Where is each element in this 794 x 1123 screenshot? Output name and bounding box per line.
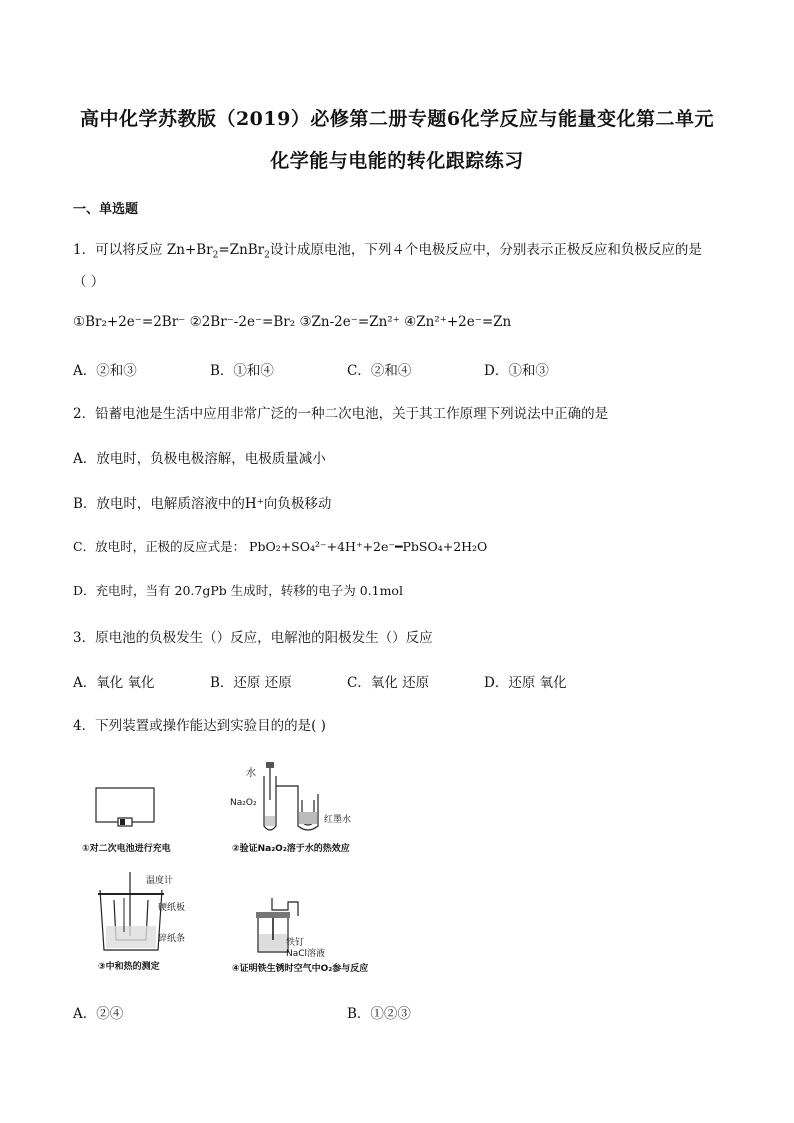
q3-option-a[interactable]: A．氧化 氧化 <box>73 675 155 691</box>
q4-option-a[interactable]: A．②④ <box>73 1006 124 1022</box>
q1-paren: （ ） <box>73 274 105 290</box>
fig3-thermometer-label: 温度计 <box>146 876 174 886</box>
fig2-water-label: 水 <box>246 768 256 779</box>
fig4-nail-label: 铁钉 <box>286 938 305 948</box>
q2-stem: 2．铅蓄电池是生活中应用非常广泛的一种二次电池，关于其工作原理下列说法中正确的是 <box>73 406 609 422</box>
fig2-caption: ②验证Na₂O₂溶于水的热效应 <box>232 844 350 854</box>
q1-stem: 1．可以将反应 $Zn+Br_2=ZnBr_2$设计成原电池，下列４个电极反应中，分别表示正极反应和负极反应的是 <box>73 242 702 261</box>
q4-option-b[interactable]: B．①②③ <box>347 1006 411 1022</box>
fig2-na2o2-label: Na₂O₂ <box>230 798 257 808</box>
fig2-ink-label: 红墨水 <box>324 815 352 825</box>
q1-option-a[interactable]: A．②和③ <box>73 363 137 379</box>
q3-option-d[interactable]: D．还原 氧化 <box>484 675 567 691</box>
q4-stem: 4．下列装置或操作能达到实验目的的是( ) <box>73 718 326 734</box>
q1-option-b[interactable]: B．①和④ <box>210 363 274 379</box>
q2-option-c[interactable]: C．放电时，正极的反应式是： PbO₂+SO₄²⁻+4H⁺+2e⁻━PbSO₄+2H₂O <box>73 539 488 554</box>
q2-option-a[interactable]: A．放电时，负极电极溶解，电极质量减小 <box>73 451 326 467</box>
fig3-paper-label: 碎纸条 <box>158 934 186 944</box>
q1-items: ①Br₂+2e⁻=2Br⁻ ②2Br⁻-2e⁻=Br₂ ③Zn-2e⁻=Zn²⁺ ④Zn²⁺+2e⁻=Zn <box>73 314 512 330</box>
page-title-line-2: 化学能与电能的转化跟踪练习 <box>270 150 524 172</box>
q3-option-c[interactable]: C．氧化 还原 <box>347 675 430 691</box>
q3-option-b[interactable]: B．还原 还原 <box>210 675 292 691</box>
section-heading: 一、单选题 <box>73 202 139 217</box>
q3-stem: 3．原电池的负极发生（）反应，电解池的阳极发生（）反应 <box>73 630 433 646</box>
fig3-caption: ③中和热的测定 <box>98 962 160 972</box>
q1-option-d[interactable]: D．①和③ <box>484 363 549 379</box>
circuit-diagram <box>90 784 160 828</box>
fig4-caption: ④证明铁生锈时空气中O₂参与反应 <box>232 964 369 974</box>
q2-option-b[interactable]: B．放电时，电解质溶液中的H⁺向负极移动 <box>73 496 332 512</box>
q2-option-d[interactable]: D．充电时，当有 20.7gPb 生成时，转移的电子为 0.1mol <box>73 583 403 598</box>
page-title-line-1: 高中化学苏教版（2019）必修第二册专题6化学反应与能量变化第二单元 <box>79 108 715 130</box>
na2o2-apparatus <box>250 760 360 838</box>
q1-option-c[interactable]: C．②和④ <box>347 363 412 379</box>
fig3-board-label: 硬纸板 <box>158 903 186 913</box>
fig1-caption: ①对二次电池进行充电 <box>82 844 171 854</box>
fig4-nacl-label: NaCl溶液 <box>286 949 326 959</box>
